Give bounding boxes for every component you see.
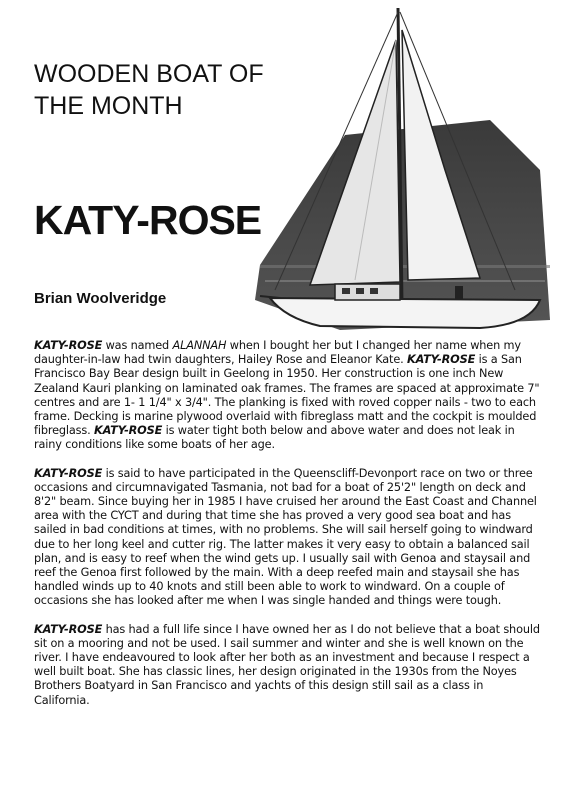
boat-name: KATY-ROSE <box>34 622 103 636</box>
boat-photo <box>240 0 560 340</box>
author-byline: Brian Woolveridge <box>34 290 167 307</box>
text-run: was named <box>102 339 173 352</box>
previous-boat-name: ALANNAH <box>172 339 227 352</box>
text-run: is a San Francisco Bay Bear design built in Geelong in 1950. Her construction is one inch New Zealand Kauri planking on laminated oak frames. The frames are spaced at approximate 7" centres and are 1- 1 1/4" x 3/4". The planking is fixed with roved copper nails - two to each frame. Decking is marine plywood overlaid with fibreglass matt and the cockpit is moulded fibreglass. <box>34 353 540 438</box>
text-run: is water tight both below and above water and does not leak in rainy conditions like some boats of her age. <box>34 424 515 452</box>
paragraph-3 <box>34 623 540 708</box>
crew <box>455 286 463 300</box>
boat-name: KATY-ROSE <box>94 424 163 438</box>
boat-name: KATY-ROSE <box>34 466 103 480</box>
boat-name: KATY-ROSE <box>407 353 476 367</box>
text-run: when I bought her but I changed her name when my daughter-in-law had twin daughters, Hailey Rose and Eleanor Kate. <box>34 339 521 367</box>
text-run: is said to have participated in the Queenscliff-Devonport race on two or three occasions and circumnavigated Tasmania, not bad for a boat of 25'2" length on deck and 8'2" beam. Since buying her in 1985 I have cruised her around the East Coast and Channel area with the CYCT and during that time she has proved a very good sea boat and has sailed in bad conditions at times, with no problems. She will sail herself going to windward due to her long keel and cutter rig. The latter makes it very easy to obtain a balanced sail plan, and is easy to reef when the wind gets up. I usually sail with Genoa and staysail and reef the Genoa first followed by the main. With a deep reefed main and staysail she has handled winds up to 40 knots and still been able to work to windward. On a couple of occasions she has looked after me when I was single handed and things were tough. <box>34 466 537 608</box>
paragraph-2 <box>34 467 540 609</box>
boat-name: KATY-ROSE <box>34 339 103 352</box>
section-kicker: WOODEN BOAT OF THE MONTH <box>34 60 264 120</box>
headsail <box>310 40 400 285</box>
paragraph-1 <box>34 339 540 453</box>
article-body <box>34 339 540 722</box>
text-run: has had a full life since I have owned her as I do not believe that a boat should sit on a mooring and not be used. I sail summer and winter and she is well known on the river. I have endeavoured to look after her both as an investment and because I respect a well built boat. She has classic lines, her design originated in the 1930s from the Noyes Brothers Boatyard in San Francisco and yachts of this design still sail as a class in California. <box>34 622 540 707</box>
article-title: KATY-ROSE <box>34 197 262 243</box>
hull <box>270 298 540 328</box>
